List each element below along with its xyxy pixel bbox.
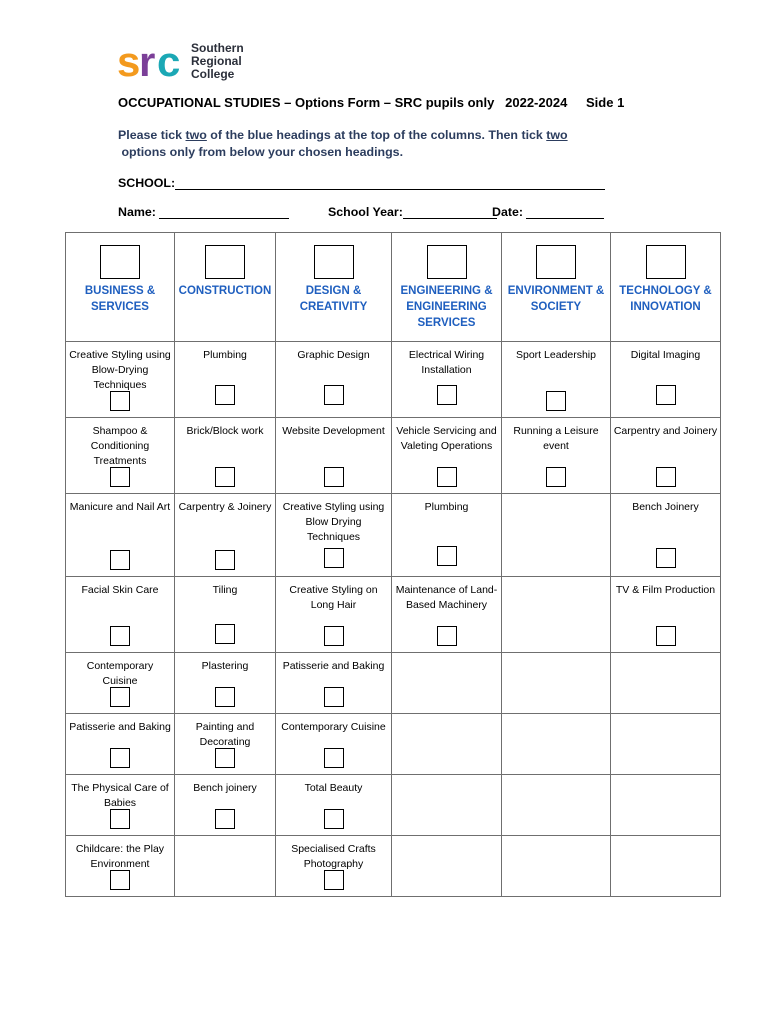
option-checkbox[interactable] bbox=[215, 687, 235, 707]
option-label: Specialised Crafts Photography bbox=[291, 843, 376, 870]
option-label: Plastering bbox=[201, 660, 249, 672]
date-field[interactable] bbox=[492, 205, 604, 219]
option-cell bbox=[175, 418, 276, 494]
instruction-text: Please tick bbox=[118, 128, 186, 142]
option-label: Tiling bbox=[212, 584, 238, 596]
option-label: Bench Joinery bbox=[632, 501, 699, 513]
name-label: Name: bbox=[118, 205, 160, 219]
option-cell bbox=[276, 577, 392, 653]
option-checkbox[interactable] bbox=[110, 687, 130, 707]
college-logo bbox=[117, 40, 257, 84]
option-checkbox[interactable] bbox=[437, 546, 457, 566]
column-header bbox=[611, 233, 721, 342]
option-cell bbox=[502, 577, 611, 653]
column-header bbox=[502, 233, 611, 342]
option-checkbox[interactable] bbox=[324, 385, 344, 405]
header-row bbox=[66, 233, 721, 342]
logo-line: College bbox=[191, 67, 235, 81]
option-checkbox[interactable] bbox=[437, 626, 457, 646]
option-cell bbox=[276, 836, 392, 897]
option-cell bbox=[66, 418, 175, 494]
option-checkbox[interactable] bbox=[215, 748, 235, 768]
svg-text:s: s bbox=[117, 42, 141, 82]
option-checkbox[interactable] bbox=[546, 391, 566, 411]
table-row bbox=[66, 775, 721, 836]
option-cell bbox=[392, 775, 502, 836]
option-label: Facial Skin Care bbox=[81, 584, 159, 596]
option-checkbox[interactable] bbox=[110, 748, 130, 768]
option-cell bbox=[502, 342, 611, 418]
option-label: Painting and Decorating bbox=[195, 721, 255, 748]
table-row bbox=[66, 342, 721, 418]
option-cell bbox=[611, 342, 721, 418]
option-cell bbox=[392, 577, 502, 653]
heading-checkbox[interactable] bbox=[427, 245, 467, 279]
option-label: Contemporary Cuisine bbox=[86, 660, 154, 687]
column-heading: ENVIRONMENT & SOCIETY bbox=[507, 285, 605, 313]
option-label: Bench joinery bbox=[193, 782, 257, 794]
column-heading: ENGINEERING & ENGINEERING SERVICES bbox=[400, 285, 493, 329]
option-checkbox[interactable] bbox=[656, 385, 676, 405]
option-label: Carpentry and Joinery bbox=[613, 425, 718, 437]
option-cell bbox=[611, 714, 721, 775]
form-title: OCCUPATIONAL STUDIES – Options Form – SRC pupils only 2022-2024 bbox=[118, 95, 568, 110]
option-label: Running a Leisure event bbox=[513, 425, 599, 452]
option-label: Plumbing bbox=[203, 349, 247, 361]
option-label: Vehicle Servicing and Valeting Operations bbox=[396, 425, 497, 452]
date-label: Date: bbox=[492, 205, 527, 219]
option-cell bbox=[611, 494, 721, 577]
option-cell bbox=[276, 418, 392, 494]
option-cell bbox=[611, 653, 721, 714]
option-cell bbox=[276, 775, 392, 836]
name-input-line[interactable] bbox=[159, 205, 289, 219]
option-cell bbox=[392, 494, 502, 577]
option-cell bbox=[611, 836, 721, 897]
option-cell bbox=[392, 418, 502, 494]
option-cell bbox=[175, 714, 276, 775]
option-label: Sport Leadership bbox=[516, 349, 596, 361]
option-label: Maintenance of Land-Based Machinery bbox=[395, 584, 498, 611]
option-label: Digital Imaging bbox=[630, 349, 701, 361]
option-cell bbox=[175, 342, 276, 418]
option-cell bbox=[66, 342, 175, 418]
option-cell bbox=[502, 714, 611, 775]
option-cell bbox=[175, 653, 276, 714]
instruction-emphasis: two bbox=[185, 128, 207, 142]
option-checkbox[interactable] bbox=[324, 809, 344, 829]
column-header bbox=[66, 233, 175, 342]
option-checkbox[interactable] bbox=[215, 809, 235, 829]
date-input-line[interactable] bbox=[526, 205, 604, 219]
table-row bbox=[66, 653, 721, 714]
option-checkbox[interactable] bbox=[110, 870, 130, 890]
option-checkbox[interactable] bbox=[110, 809, 130, 829]
svg-text:c: c bbox=[157, 42, 181, 82]
column-heading: TECHNOLOGY & INNOVATION bbox=[619, 285, 712, 313]
option-label: Shampoo & Conditioning Treatments bbox=[90, 425, 150, 467]
option-cell bbox=[276, 494, 392, 577]
column-heading: BUSINESS & SERVICES bbox=[84, 285, 156, 313]
heading-checkbox[interactable] bbox=[646, 245, 686, 279]
option-checkbox[interactable] bbox=[324, 687, 344, 707]
instruction-emphasis: two bbox=[546, 128, 568, 142]
option-cell bbox=[502, 494, 611, 577]
option-label: Contemporary Cuisine bbox=[281, 721, 386, 733]
option-label: Manicure and Nail Art bbox=[69, 501, 171, 513]
option-label: Patisserie and Baking bbox=[282, 660, 385, 672]
option-label: Creative Styling using Blow-Drying Techniques bbox=[69, 349, 171, 391]
table-row bbox=[66, 494, 721, 577]
school-year-input-line[interactable] bbox=[403, 205, 497, 219]
option-cell bbox=[611, 418, 721, 494]
option-checkbox[interactable] bbox=[656, 467, 676, 487]
option-cell bbox=[276, 714, 392, 775]
column-heading: CONSTRUCTION bbox=[178, 285, 272, 297]
options-table bbox=[65, 232, 721, 897]
table-row bbox=[66, 836, 721, 897]
option-cell bbox=[66, 836, 175, 897]
option-label: TV & Film Production bbox=[615, 584, 716, 596]
option-cell bbox=[66, 577, 175, 653]
option-cell bbox=[276, 342, 392, 418]
option-checkbox[interactable] bbox=[215, 385, 235, 405]
heading-checkbox[interactable] bbox=[100, 245, 140, 279]
school-input-line[interactable] bbox=[175, 176, 605, 190]
option-label: The Physical Care of Babies bbox=[71, 782, 169, 809]
table-row bbox=[66, 418, 721, 494]
option-checkbox[interactable] bbox=[324, 870, 344, 890]
logo-line: Southern bbox=[191, 41, 244, 55]
option-checkbox[interactable] bbox=[324, 548, 344, 568]
option-checkbox[interactable] bbox=[324, 748, 344, 768]
option-checkbox[interactable] bbox=[546, 467, 566, 487]
option-cell bbox=[175, 836, 276, 897]
option-cell bbox=[392, 653, 502, 714]
option-cell bbox=[611, 577, 721, 653]
option-checkbox[interactable] bbox=[110, 626, 130, 646]
option-label: Creative Styling on Long Hair bbox=[289, 584, 378, 611]
option-checkbox[interactable] bbox=[324, 626, 344, 646]
option-label: Total Beauty bbox=[304, 782, 363, 794]
heading-checkbox[interactable] bbox=[314, 245, 354, 279]
option-checkbox[interactable] bbox=[215, 467, 235, 487]
option-cell bbox=[392, 342, 502, 418]
option-label: Carpentry & Joinery bbox=[178, 501, 272, 513]
column-header bbox=[175, 233, 276, 342]
src-logo-mark bbox=[117, 42, 189, 82]
option-checkbox[interactable] bbox=[110, 467, 130, 487]
option-cell bbox=[502, 836, 611, 897]
option-checkbox[interactable] bbox=[656, 626, 676, 646]
option-cell bbox=[502, 775, 611, 836]
heading-checkbox[interactable] bbox=[205, 245, 245, 279]
option-label: Brick/Block work bbox=[186, 425, 264, 437]
option-checkbox[interactable] bbox=[110, 391, 130, 411]
option-label: Patisserie and Baking bbox=[69, 721, 171, 733]
option-cell bbox=[175, 577, 276, 653]
name-field[interactable] bbox=[118, 205, 289, 219]
logo-wordmark bbox=[191, 42, 244, 81]
svg-text:r: r bbox=[139, 42, 156, 82]
option-cell bbox=[502, 653, 611, 714]
option-cell bbox=[392, 836, 502, 897]
option-cell bbox=[66, 775, 175, 836]
table-row bbox=[66, 577, 721, 653]
option-label: Graphic Design bbox=[297, 349, 370, 361]
table-row bbox=[66, 714, 721, 775]
option-cell bbox=[611, 775, 721, 836]
option-cell bbox=[66, 494, 175, 577]
option-label: Electrical Wiring Installation bbox=[408, 349, 485, 376]
option-checkbox[interactable] bbox=[437, 385, 457, 405]
page-title bbox=[118, 95, 625, 110]
option-cell bbox=[392, 714, 502, 775]
option-checkbox[interactable] bbox=[215, 624, 235, 644]
instruction-text: options only from below your chosen headings. bbox=[118, 145, 404, 159]
option-label: Creative Styling using Blow Drying Techniques bbox=[282, 501, 385, 543]
column-header bbox=[276, 233, 392, 342]
heading-checkbox[interactable] bbox=[536, 245, 576, 279]
option-label: Plumbing bbox=[424, 501, 469, 513]
option-cell bbox=[66, 714, 175, 775]
option-label: Childcare: the Play Environment bbox=[75, 843, 165, 870]
logo-line: Regional bbox=[191, 54, 242, 68]
side-label: Side 1 bbox=[586, 95, 625, 110]
column-heading: DESIGN & CREATIVITY bbox=[299, 285, 368, 313]
option-checkbox[interactable] bbox=[437, 467, 457, 487]
instructions bbox=[118, 127, 678, 161]
column-header bbox=[392, 233, 502, 342]
option-checkbox[interactable] bbox=[110, 550, 130, 570]
option-checkbox[interactable] bbox=[215, 550, 235, 570]
option-cell bbox=[175, 494, 276, 577]
option-cell bbox=[276, 653, 392, 714]
option-cell bbox=[502, 418, 611, 494]
school-field[interactable] bbox=[118, 176, 605, 190]
option-label: Website Development bbox=[282, 425, 385, 437]
school-year-label: School Year: bbox=[328, 205, 403, 219]
option-checkbox[interactable] bbox=[324, 467, 344, 487]
option-cell bbox=[66, 653, 175, 714]
option-cell bbox=[175, 775, 276, 836]
school-year-field[interactable] bbox=[328, 205, 497, 219]
school-label: SCHOOL: bbox=[118, 176, 176, 190]
instruction-text: of the blue headings at the top of the columns. Then tick bbox=[206, 128, 547, 142]
option-checkbox[interactable] bbox=[656, 548, 676, 568]
